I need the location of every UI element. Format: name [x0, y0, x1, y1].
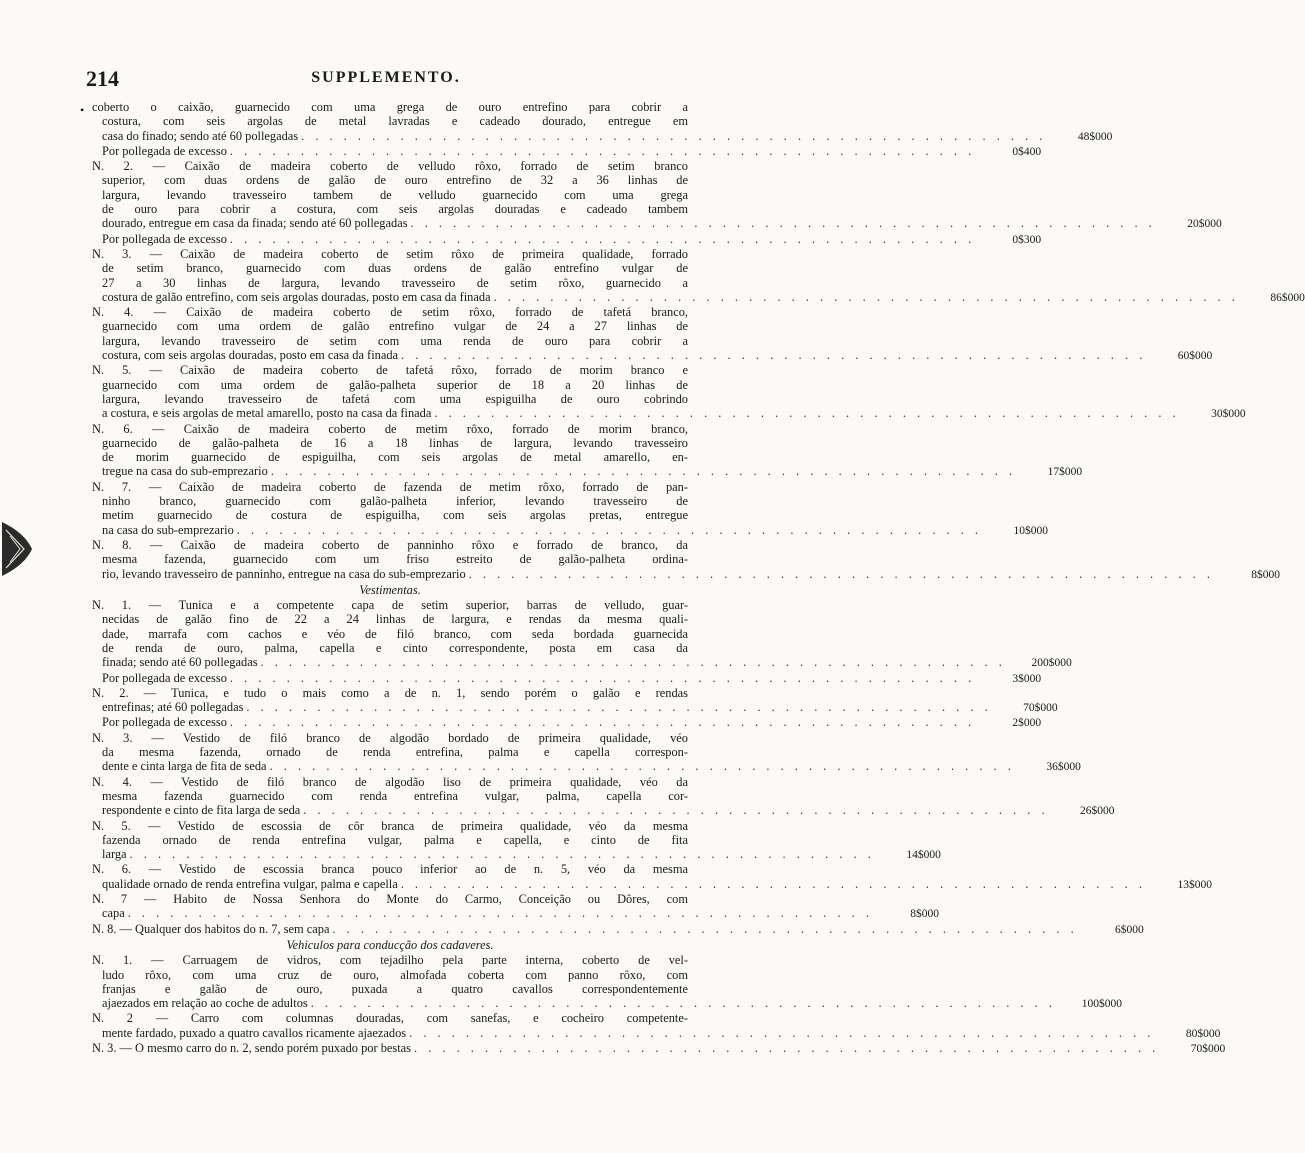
tariff-entry [92, 231, 1042, 247]
tariff-entry [92, 670, 1042, 686]
entry-line: metim guarnecido de costura de espiguilha, com seis argolas pretas, entregue [102, 508, 688, 523]
entry-last-line [92, 921, 1144, 937]
entry-line: larga [102, 847, 127, 862]
entry-line: tregue na casa do sub-emprezario [102, 464, 268, 479]
entry-line: mesma fazenda guarnecido com renda entrefina vulgar, palma, capella cor- [102, 788, 688, 803]
section [92, 100, 1305, 582]
price: 36$000 [1046, 761, 1081, 774]
entry-last-line [92, 289, 1305, 305]
price: 200$000 [1031, 657, 1072, 670]
entry-line: N. 1. — Carruagem de vidros, com tejadilho pela parte interna, coberto de vel- [92, 953, 688, 968]
leader-dots: . . . . . . . . . . . . . . . . . . . . . . . . . . . . . . . . . . . . . . . . . . . . . . . . . . . . . [229, 670, 976, 685]
price: 3$000 [1012, 672, 1042, 685]
price: 48$000 [1077, 130, 1113, 143]
entry-last-line [92, 406, 1246, 421]
tariff-entry [92, 363, 1246, 421]
price: 86$000 [1270, 291, 1305, 304]
entry-line: N. 6. — Caixão de madeira coberto de metim rôxo, forrado de morim branco, [92, 421, 688, 436]
entry-line: superior, com duas ordens de galão de ouro entrefino de 32 a 36 linhas de [102, 173, 688, 188]
leader-dots: . . . . . . . . . . . . . . . . . . . . . . . . . . . . . . . . . . . . . . . . . . . . . . . . . . . . . [270, 464, 1017, 479]
entry-line: N. 1. — Tunica e a competente capa de setim superior, barras de velludo, guar- [92, 598, 688, 613]
tariff-entry [92, 730, 1081, 775]
entry-line: costura, com seis argolas de metal lavradas e cadeado dourado, entregue em [102, 114, 688, 129]
price: 8$000 [910, 908, 939, 921]
leader-dots: . . . . . . . . . . . . . . . . . . . . . . . . . . . . . . . . . . . . . . . . . . . . . . . . . . . . . [301, 128, 1047, 143]
tariff-entry [92, 143, 1042, 159]
tariff-entry [92, 1011, 1221, 1041]
leader-dots: . . . . . . . . . . . . . . . . . . . . . . . . . . . . . . . . . . . . . . . . . . . . . . . . . . . . . [493, 289, 1239, 304]
entry-last-line [92, 1041, 1226, 1056]
tariff-entry [92, 479, 1049, 538]
entry-line: largura, levando travesseiro de setim com uma renda de ouro para cobrir a [102, 333, 688, 348]
entry-line: costura de galão entrefino, com seis argolas douradas, posto em casa da finada [102, 289, 491, 304]
tariff-entry [92, 862, 1212, 892]
entry-line: N. 7 — Habito de Nossa Senhora do Monte do Carmo, Conceição ou Dôres, com [92, 892, 688, 907]
entry-line: capa [102, 906, 125, 921]
entry-line: guarnecido com uma ordem de galão entrefino vulgar de 24 a 27 linhas de [102, 319, 688, 334]
section-heading: Vestimentas. [359, 582, 421, 597]
tariff-entry [92, 305, 1213, 363]
entry-last-line [92, 670, 1042, 686]
entry-line: ludo rôxo, com uma cruz de ouro, almofada coberta com panno rôxo, com [102, 967, 688, 982]
entry-last-line [92, 700, 1058, 715]
leader-dots: . . . . . . . . . . . . . . . . . . . . . . . . . . . . . . . . . . . . . . . . . . . . . . . . . . . . . [468, 566, 1214, 581]
entry-line: N. 5. — Caixão de madeira coberto de tafetá rôxo, forrado de morim branco e [92, 363, 688, 378]
entry-last-line [92, 1025, 1221, 1041]
entry-last-line [92, 759, 1081, 774]
entry-line: necidas de galão fino de 22 a 24 linhas de largura, e rendas da mesma quali- [102, 612, 688, 627]
tariff-entry [92, 159, 1222, 231]
entry-line: guarnecido de galão-palheta de 16 a 18 linhas de largura, levando travesseiro [102, 435, 688, 450]
entry-line: de setim branco, guarnecido com duas ordens de galão entrefino vulgar de [102, 261, 688, 276]
tariff-entry [92, 953, 1122, 1011]
entry-line: mesma fazenda, guarnecido com um friso estreito de galão-palheta ordina- [102, 552, 688, 567]
leader-dots: . . . . . . . . . . . . . . . . . . . . . . . . . . . . . . . . . . . . . . . . . . . . . . . . . . . . . [409, 1025, 1155, 1040]
entry-line: de ouro para cobrir a costura, com seis argolas douradas e cadeado tambem [102, 202, 688, 217]
leader-dots: . . . . . . . . . . . . . . . . . . . . . . . . . . . . . . . . . . . . . . . . . . . . . . . . . . . . . [410, 216, 1156, 231]
leader-dots: . . . . . . . . . . . . . . . . . . . . . . . . . . . . . . . . . . . . . . . . . . . . . . . . . . . . . [414, 1041, 1160, 1055]
entry-line: N. 3. — O mesmo carro do n. 2, sendo porém puxado por bestas [92, 1041, 411, 1055]
entry-line: costura, com seis argolas douradas, posto em casa da finada [102, 348, 399, 363]
running-title: SUPPLEMENTO. [311, 69, 461, 86]
entry-line: finada; sendo até 60 pollegadas [102, 655, 258, 670]
entry-line: de renda de ouro, palma, capella e cinto correspondente, posta em casa da [102, 640, 688, 655]
price: 70$000 [1023, 702, 1058, 715]
tariff-entry [92, 774, 1115, 819]
entry-line: Por pollegada de excesso [102, 231, 227, 246]
price: 26$000 [1080, 805, 1115, 818]
entry-last-line [92, 566, 1280, 582]
entry-last-line [92, 715, 1042, 730]
entry-line: N. 3. — Caixão de madeira coberto de setim rôxo de primeira qualidade, forrado [92, 246, 688, 261]
leader-dots: . . . . . . . . . . . . . . . . . . . . . . . . . . . . . . . . . . . . . . . . . . . . . . . . . . . . . [236, 522, 983, 537]
leader-dots: . . . . . . . . . . . . . . . . . . . . . . . . . . . . . . . . . . . . . . . . . . . . . . . . . . . . . [269, 759, 1015, 774]
section [92, 582, 1212, 937]
entry-line: largura, levando travesseiro tambem de velludo guarnecido com uma grega [102, 187, 688, 202]
price: 10$000 [1013, 524, 1049, 537]
leader-dots: . . . . . . . . . . . . . . . . . . . . . . . . . . . . . . . . . . . . . . . . . . . . . . . . . . . . . [400, 876, 1146, 891]
entry-line: N. 4. — Vestido de filó branco de algodão liso de primeira qualidade, véo da [92, 774, 688, 789]
entry-line: N. 2. — Caixão de madeira coberto de velludo rôxo, forrado de setim branco [92, 159, 688, 174]
entry-line: N. 8. — Caixão de madeira coberto de panninho rôxo e forrado de branco, da [92, 537, 688, 552]
entry-last-line [92, 128, 1113, 144]
entry-line: N. 6. — Vestido de escossia branca pouco inferior ao de n. 5, véo da mesma [92, 862, 688, 877]
section [92, 937, 1226, 1056]
entry-line: coberto o caixão, guarnecido com uma grega de ouro entrefino para cobrir a [92, 100, 688, 114]
entry-line: franjas e galão de ouro, puxada a quatro cavallos correspondentemente [102, 981, 688, 996]
leader-dots: . . . . . . . . . . . . . . . . . . . . . . . . . . . . . . . . . . . . . . . . . . . . . . . . . . . . . [127, 906, 873, 921]
entry-last-line [92, 655, 1072, 670]
entry-line: dade, marrafa com cachos e véo de filó branco, com seda bordada guarnecida [102, 626, 688, 641]
entry-last-line [92, 847, 941, 862]
tariff-entry [92, 921, 1144, 937]
price: 20$000 [1187, 218, 1222, 231]
entry-line: dourado, entregue em casa da finada; sendo até 60 pollegadas [102, 216, 408, 231]
tariff-entry [92, 1041, 1226, 1056]
entry-line: dente e cinta larga de fita de seda [102, 759, 267, 774]
entry-last-line [92, 876, 1212, 892]
price: 6$000 [1114, 923, 1144, 936]
entry-last-line [92, 216, 1222, 231]
price: 2$000 [1012, 717, 1042, 730]
price: 60$000 [1177, 350, 1213, 363]
price: 70$000 [1190, 1043, 1226, 1055]
entry-line: mente fardado, puxado a quatro cavallos ricamente ajaezados [102, 1025, 407, 1040]
entry-line: rio, levando travesseiro de panninho, entregue na casa do sub-emprezario [102, 566, 466, 581]
entry-line: na casa do sub-emprezario [102, 522, 234, 537]
entry-line: da mesma fazenda, ornado de renda entrefina, palma e capella correspon- [102, 745, 688, 760]
tariff-entry [92, 421, 1083, 480]
tariff-entry [92, 685, 1058, 716]
price: 8$000 [1251, 568, 1280, 581]
entry-last-line [92, 143, 1042, 159]
leader-dots: . . . . . . . . . . . . . . . . . . . . . . . . . . . . . . . . . . . . . . . . . . . . . . . . . . . . . [332, 921, 1078, 936]
entry-line: N. 2 — Carro com columnas douradas, com sanefas, e cocheiro competente- [92, 1011, 688, 1026]
entry-line: casa do finado; sendo até 60 pollegadas [102, 128, 299, 143]
tariff-entry [92, 818, 941, 863]
entry-line: fazenda ornado de renda entrefina vulgar, palma e capella, e cinto de fita [102, 832, 688, 847]
entry-line: Por pollegada de excesso [102, 715, 227, 730]
leader-dots: . . . . . . . . . . . . . . . . . . . . . . . . . . . . . . . . . . . . . . . . . . . . . . . . . . . . . [260, 655, 1006, 670]
entry-line: a costura, e seis argolas de metal amarello, posto na casa da finada [102, 406, 432, 421]
entry-line: Por pollegada de excesso [102, 143, 227, 158]
price: 100$000 [1081, 998, 1122, 1011]
entry-line: Por pollegada de excesso [102, 670, 227, 685]
tariff-content [92, 100, 1305, 1056]
entry-line: N. 2. — Tunica, e tudo o mais como a de n. 1, sendo porém o galão e rendas [92, 685, 688, 700]
leader-dots: . . . . . . . . . . . . . . . . . . . . . . . . . . . . . . . . . . . . . . . . . . . . . . . . . . . . . [229, 143, 976, 158]
leader-dots: . . . . . . . . . . . . . . . . . . . . . . . . . . . . . . . . . . . . . . . . . . . . . . . . . . . . . [310, 996, 1056, 1011]
price: 80$000 [1185, 1027, 1221, 1040]
entry-line: N. 3. — Vestido de filó branco de algodão bordado de primeira qualidade, véo [92, 730, 688, 745]
tariff-entry [92, 537, 1280, 582]
price: 13$000 [1177, 878, 1212, 891]
price: 14$000 [906, 849, 941, 862]
leader-dots: . . . . . . . . . . . . . . . . . . . . . . . . . . . . . . . . . . . . . . . . . . . . . . . . . . . . . [246, 700, 992, 715]
leader-dots: . . . . . . . . . . . . . . . . . . . . . . . . . . . . . . . . . . . . . . . . . . . . . . . . . . . . . [129, 847, 875, 862]
entry-line: 27 a 30 linhas de largura, levando travesseiro de setim rôxo, guarnecido a [102, 275, 688, 290]
entry-last-line [92, 996, 1122, 1011]
tariff-entry [92, 598, 1072, 670]
entry-last-line [92, 803, 1115, 818]
entry-line: N. 5. — Vestido de escossia de côr branca de primeira qualidade, véo da mesma [92, 818, 688, 833]
entry-line: de morim guarnecido de espiguilha, com seis argolas de metal amarello, en- [102, 450, 688, 465]
entry-line: ajaezados em relação ao coche de adultos [102, 996, 308, 1011]
section-heading: Vehiculos para conducção dos cadaveres. [286, 937, 494, 952]
tariff-entry [92, 246, 1305, 305]
entry-line: largura, levando travesseiro de tafetá com uma espiguilha de ouro cobrindo [102, 391, 688, 406]
price: 30$000 [1211, 408, 1246, 421]
page-number: 214 [86, 66, 119, 91]
price: 0$300 [1012, 233, 1042, 246]
tariff-entry [92, 100, 1113, 144]
binding-ribbon-icon [0, 518, 34, 580]
entry-line: ninho branco, guarnecido com galão-palheta inferior, levando travesseiro de [102, 494, 688, 509]
entry-last-line [92, 348, 1213, 363]
entry-last-line [92, 464, 1083, 479]
leader-dots: . . . . . . . . . . . . . . . . . . . . . . . . . . . . . . . . . . . . . . . . . . . . . . . . . . . . . [229, 231, 976, 246]
entry-last-line [92, 906, 939, 921]
price: 0$400 [1012, 145, 1042, 158]
entry-line: N. 7. — Caixão de madeira coberto de fazenda de metim rôxo, forrado de pan- [92, 479, 688, 494]
leader-dots: . . . . . . . . . . . . . . . . . . . . . . . . . . . . . . . . . . . . . . . . . . . . . . . . . . . . . [401, 348, 1147, 363]
tariff-entry [92, 715, 1042, 730]
entry-line: respondente e cinto de fita larga de seda [102, 803, 301, 818]
entry-line: N. 8. — Qualquer dos habitos do n. 7, sem capa [92, 921, 330, 936]
tariff-entry [92, 892, 939, 922]
entry-last-line [92, 231, 1042, 247]
entry-line: entrefinas; até 60 pollegadas [102, 700, 244, 715]
page-header [86, 66, 686, 92]
entry-line: guarnecido com uma ordem de galão-palheta superior de 18 a 20 linhas de [102, 377, 688, 392]
leader-dots: . . . . . . . . . . . . . . . . . . . . . . . . . . . . . . . . . . . . . . . . . . . . . . . . . . . . . [229, 715, 976, 730]
entry-line: N. 4. — Caixão de madeira coberto de setim rôxo, forrado de tafetá branco, [92, 305, 688, 320]
leader-dots: . . . . . . . . . . . . . . . . . . . . . . . . . . . . . . . . . . . . . . . . . . . . . . . . . . . . . [434, 406, 1180, 421]
margin-bullet: • [80, 103, 85, 117]
price: 17$000 [1047, 466, 1083, 479]
leader-dots: . . . . . . . . . . . . . . . . . . . . . . . . . . . . . . . . . . . . . . . . . . . . . . . . . . . . . [303, 803, 1049, 818]
entry-line: qualidade ornado de renda entrefina vulgar, palma e capella [102, 876, 398, 891]
entry-last-line [92, 522, 1049, 538]
